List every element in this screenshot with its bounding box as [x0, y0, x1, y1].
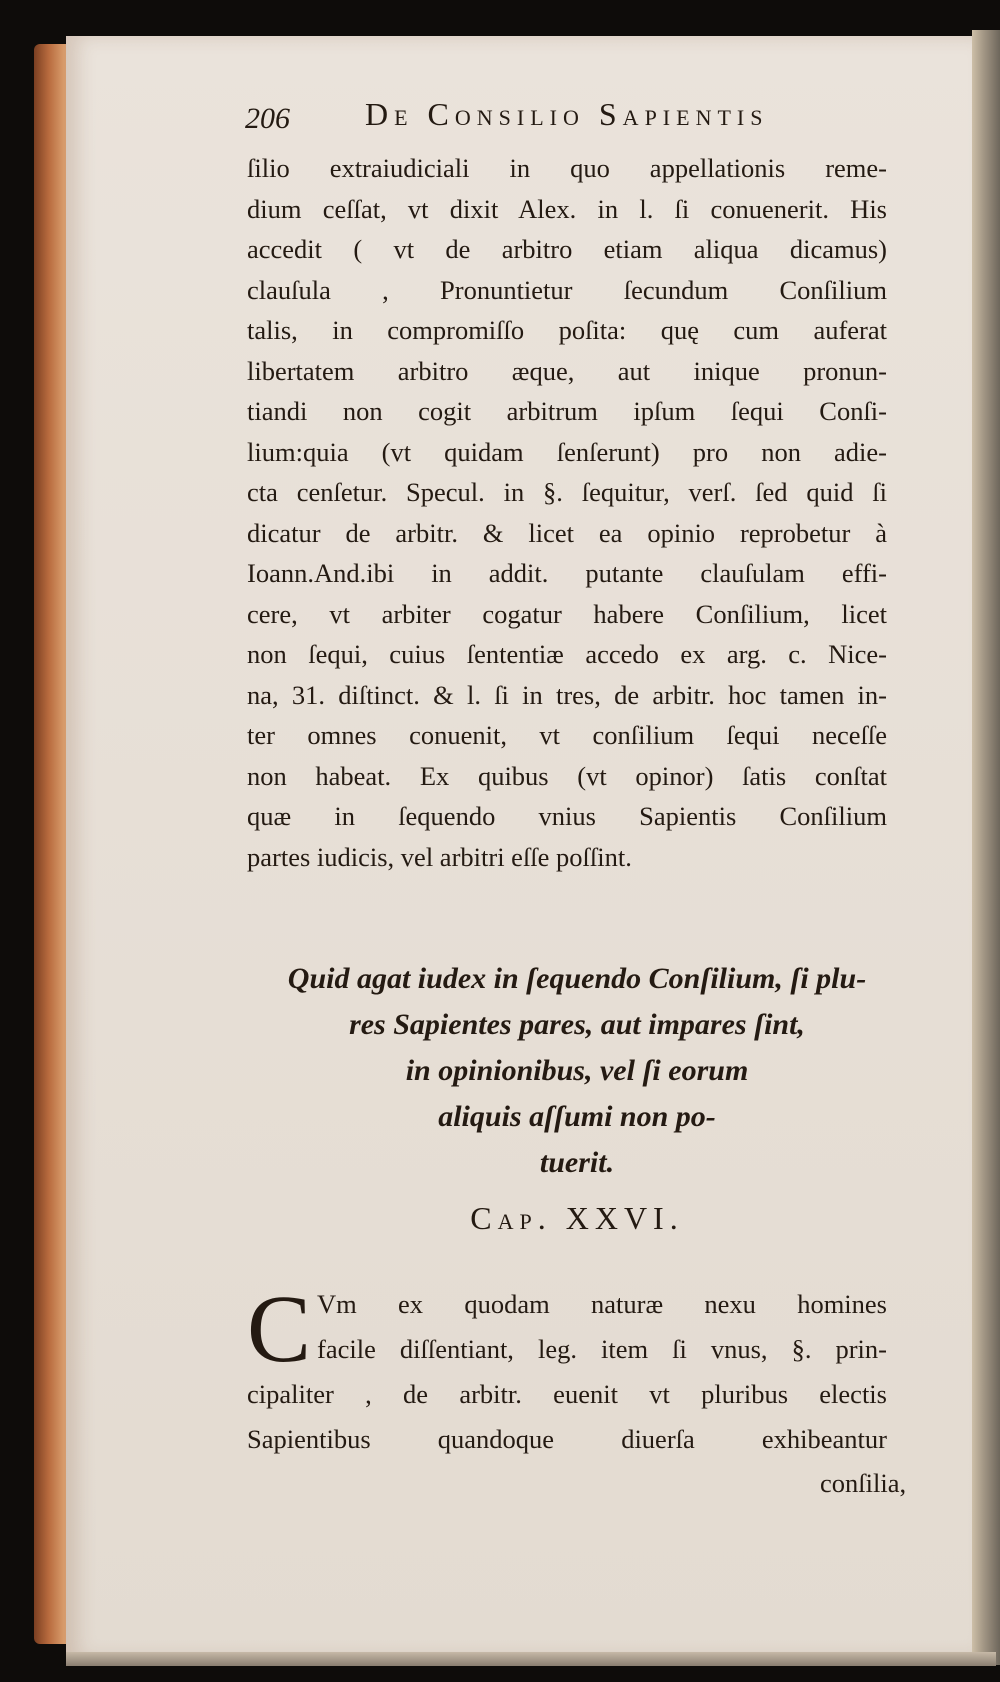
heading-line: aliquis aſſumi non po-	[438, 1100, 716, 1133]
text-line: Ioann.And.ibi in addit. putante clauſulam effi-	[247, 558, 887, 588]
heading-line: res Sapientes pares, aut impares ſint,	[349, 1008, 805, 1041]
text-line: ter omnes conuenit, vt conſilium ſequi neceſſe	[247, 720, 887, 750]
text-line: quæ in ſequendo vnius Sapientis Conſilium	[247, 801, 887, 831]
text-line: cere, vt arbiter cogatur habere Conſilium, licet	[247, 598, 887, 629]
text-line: accedit ( vt de arbitro etiam aliqua dicamus)	[247, 234, 887, 264]
drop-cap: C	[247, 1275, 312, 1382]
running-head	[245, 96, 905, 142]
text-line: cipaliter , de arbitr. euenit vt pluribus electis	[247, 1379, 887, 1409]
page-number: 206	[245, 102, 290, 135]
text-line: dium ceſſat, vt dixit Alex. in l. ſi conuenerit. His	[247, 193, 887, 224]
text-line: talis, in compromiſſo poſita: quę cum auferat	[247, 315, 887, 345]
text-line: non ſequi, cuius ſententiæ accedo ex arg. c. Nice-	[247, 639, 887, 669]
text-line: libertatem arbitro æque, aut inique pronun-	[247, 355, 887, 386]
text-line: cta cenſetur. Specul. in §. ſequitur, verſ. ſed quid ſi	[247, 477, 887, 507]
heading-line: in opinionibus, vel ſi eorum	[405, 1054, 749, 1087]
text-line: non habeat. Ex quibus (vt opinor) ſatis conſtat	[247, 760, 887, 791]
text-line: lium:quia (vt quidam ſenſerunt) pro non adie-	[247, 436, 887, 467]
text-line: partes iudicis, vel arbitri eſſe poſſint.	[247, 841, 632, 872]
text-line: ſilio extraiudiciali in quo appellationis reme-	[247, 153, 887, 183]
text-line: dicatur de arbitr. & licet ea opinio reprobetur à	[247, 517, 887, 548]
page-edge-bottom	[66, 1652, 996, 1666]
running-title: De Consilio Sapientis	[365, 96, 769, 132]
page-edge-right	[972, 30, 1000, 1665]
chapter-number: Cap. XXVI.	[470, 1200, 684, 1236]
heading-line: Quid agat iudex in ſequendo Conſilium, ſi plu-	[287, 962, 867, 995]
chapter-body	[247, 1275, 887, 1462]
catchword: conſilia,	[820, 1468, 907, 1498]
text-line: clauſula , Pronuntietur ſecundum Conſilium	[247, 274, 887, 305]
heading-line: tuerit.	[539, 1146, 615, 1179]
text-line: Sapientibus quandoque diuerſa exhibeantur	[247, 1424, 887, 1454]
text-line: na, 31. diſtinct. & l. ſi in tres, de arbitr. hoc tamen in-	[247, 679, 887, 710]
text-line: tiandi non cogit arbitrum ipſum ſequi Conſi-	[247, 396, 887, 426]
text-line: facile diſſentiant, leg. item ſi vnus, §. prin-	[317, 1334, 887, 1364]
body-text	[247, 148, 887, 877]
chapter-heading	[247, 956, 907, 1186]
text-line: Vm ex quodam naturæ nexu homines	[317, 1289, 887, 1319]
